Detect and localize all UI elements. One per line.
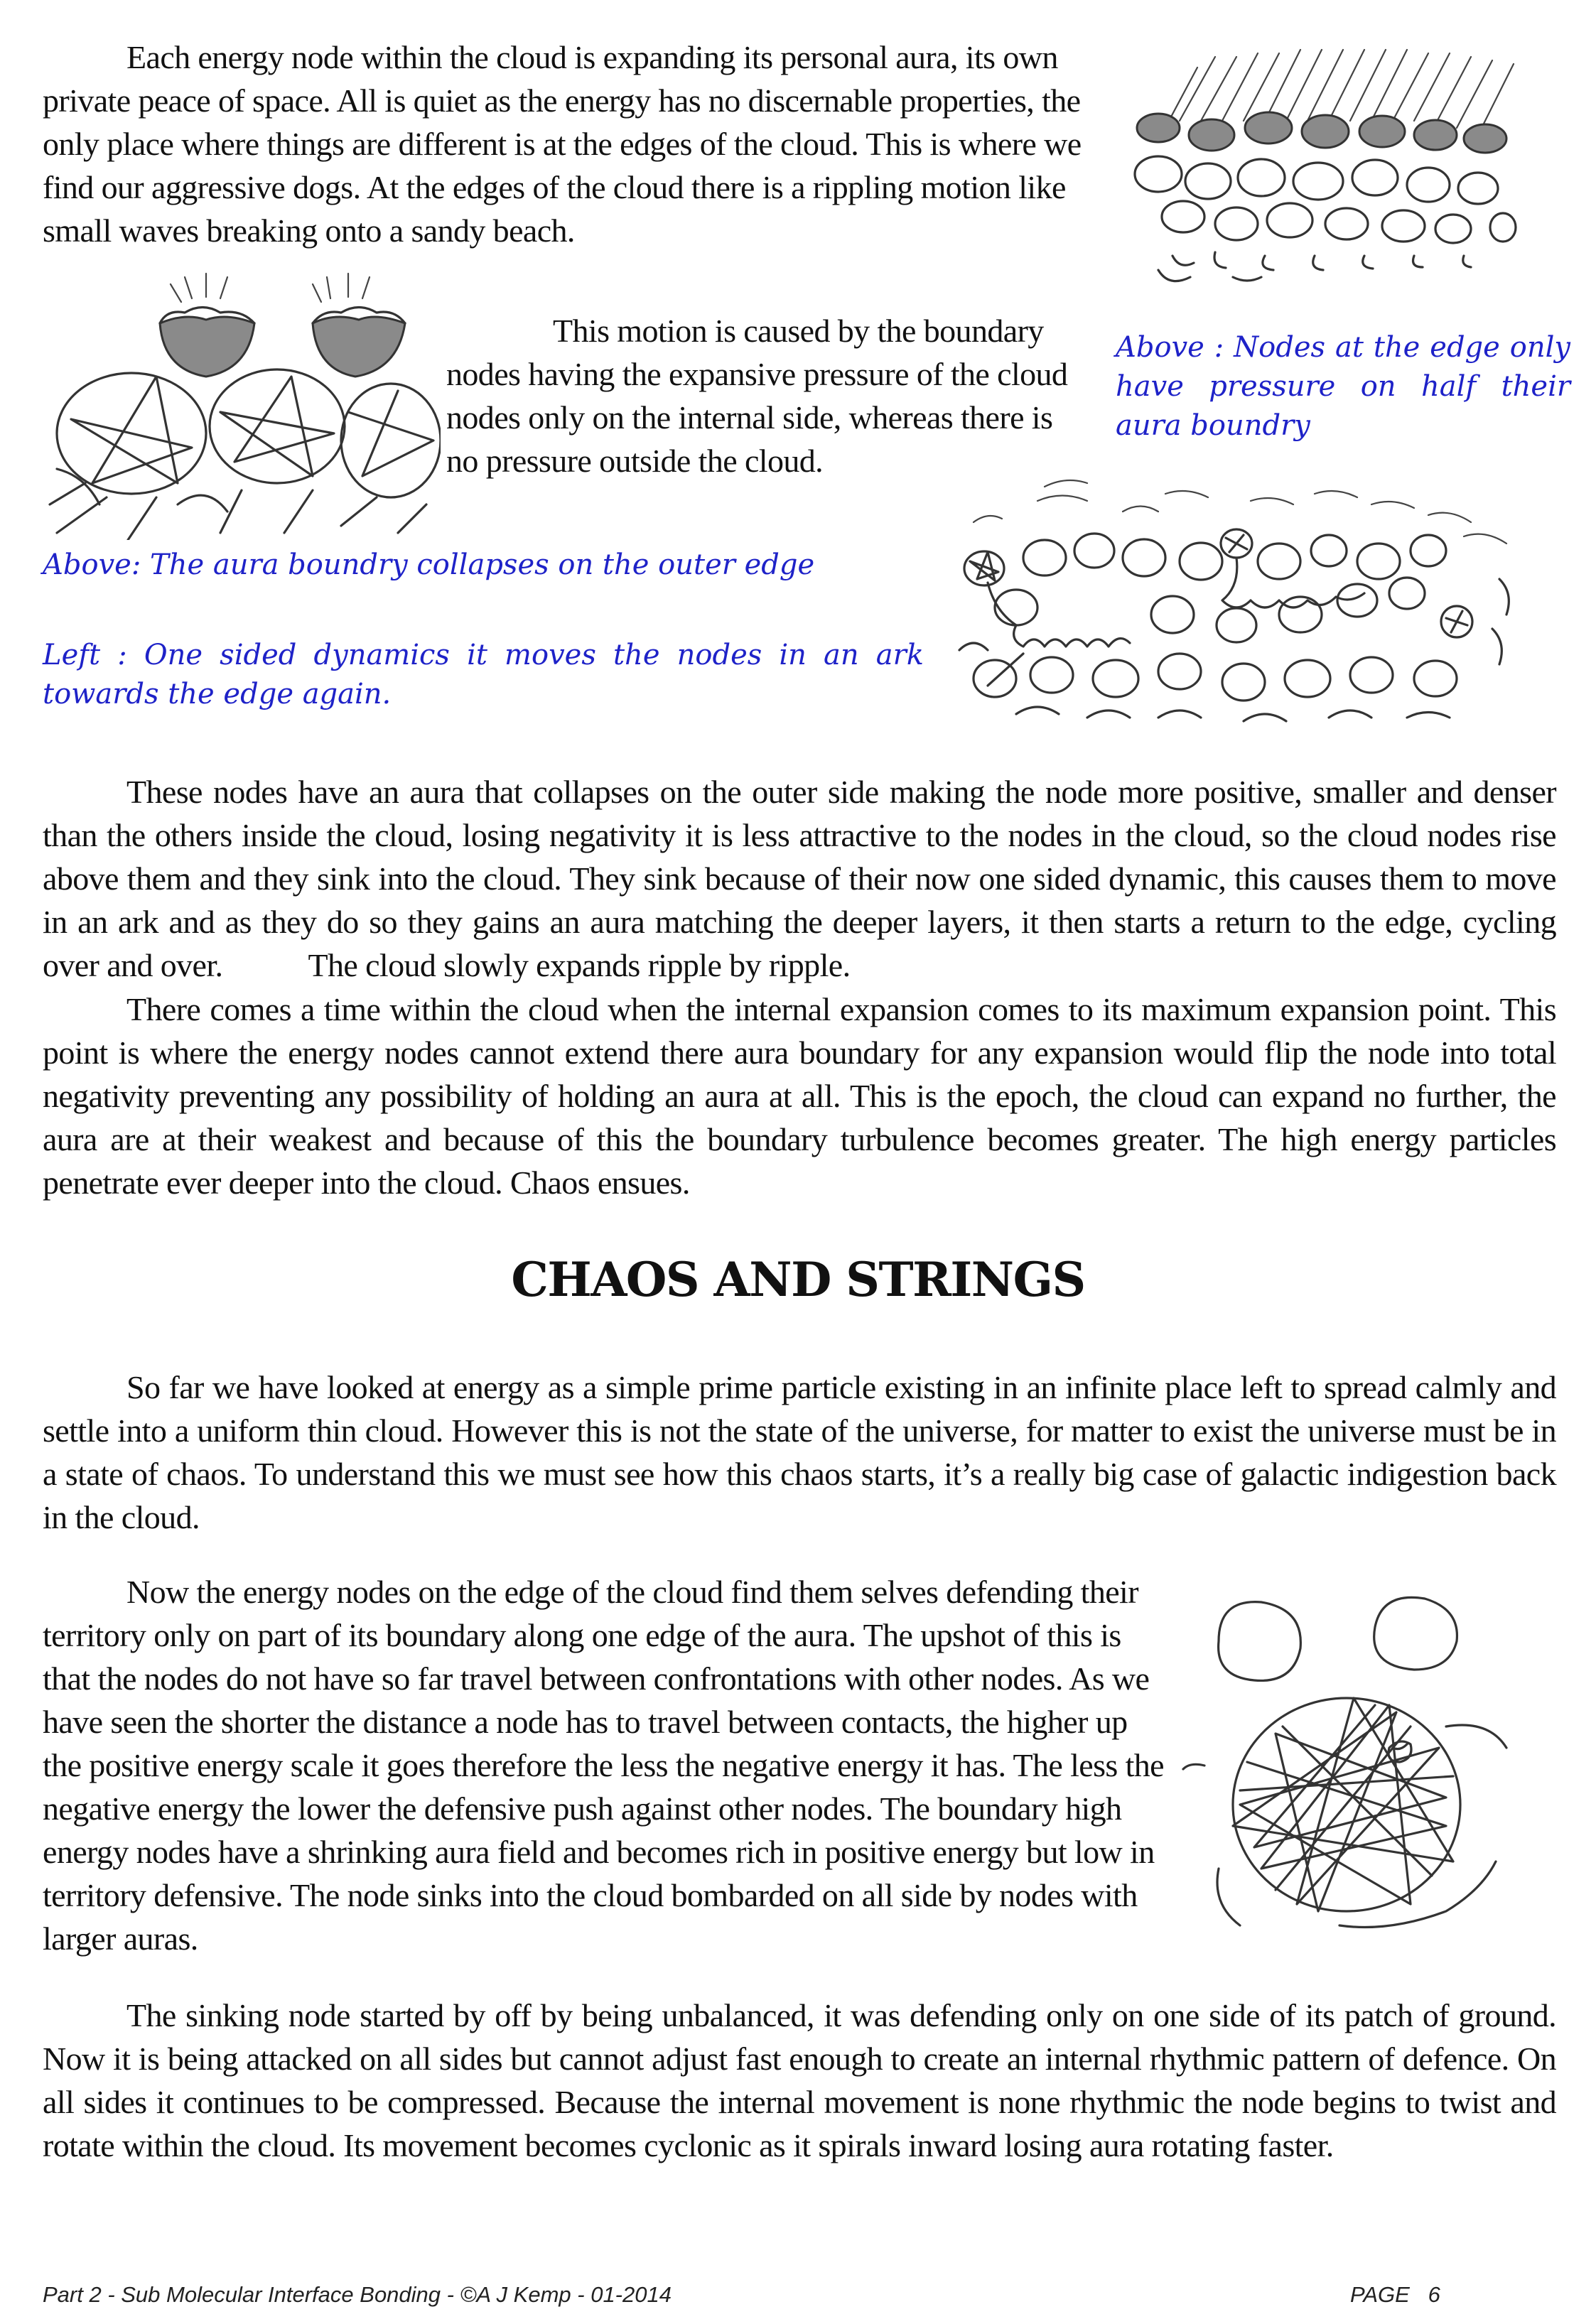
- paragraph-epoch: There comes a time within the cloud when the internal expansion comes to its maximum expansion point. This point is where the energy nodes cannot extend there aura boundary for any expansion would flip the node into total negativity preventing any possibility of holding an aura at all. This is the epoch, the cloud can expand no further, the aura are at their weakest and because of this the boundary turbulence becomes greater. The high energy particles penetrate ever deeper into the cloud. Chaos ensues.: [43, 991, 1556, 1201]
- paragraph-motion: This motion is caused by the boundary nodes having the expansive pressure of the cloud nodes only on the internal side, whereas there is no pressure outside the cloud.: [446, 313, 1068, 479]
- paragraph-collapse: [43, 770, 1556, 987]
- sketch-node-arcs: [945, 472, 1528, 742]
- caption-edge-nodes: Above : Nodes at the edge only have pressure on half their aura boundry: [1116, 331, 1570, 442]
- paragraph-collapse-main: These nodes have an aura that collapses on the outer side making the node more positive, smaller and denser than the others inside the cloud, losing negativity it is less attractive to the nodes in the cloud, so the cloud nodes rise above them and they sink into the cloud. They sink because of their now one sided dynamic, this causes them to move in an ark and as they do so they gains an aura matching the deeper layers, it then starts a return to the edge, cycling over and over.: [43, 774, 1556, 983]
- paragraph-chaos-intro: So far we have looked at energy as a simple prime particle existing in an infinite place left to spread calmly and settle into a uniform thin cloud. However this is not the state of the universe, for matter to exist the universe must be in a state of chaos. To understand this we must see how this chaos starts, it’s a really big case of galactic indigestion back in the cloud.: [43, 1369, 1556, 1535]
- sketch-edge-nodes: [1130, 43, 1535, 298]
- paragraph-intro: Each energy node within the cloud is expanding its personal aura, its own private peace of space. All is quiet as the energy has no discernable properties, the only place where things are different is at the edges of the cloud. This is where we find our aggressive dogs. At the edges of the cloud there is a rippling motion like small waves breaking onto a sandy beach.: [43, 39, 1082, 249]
- caption-one-sided: Left : One sided dynamics it moves the nodes in an ark towards the edge again.: [43, 639, 924, 710]
- caption-aura-collapse: Above: The aura boundry collapses on the outer edge: [43, 548, 815, 581]
- sketch-aura-collapse: [43, 270, 441, 540]
- footer-left: Part 2 - Sub Molecular Interface Bonding - ©A J Kemp - 01-2014: [43, 2282, 672, 2307]
- sketch-tangled-node: [1176, 1591, 1531, 1940]
- paragraph-collapse-tail: The cloud slowly expands ripple by ripple.: [308, 947, 851, 983]
- section-heading: CHAOS AND STRINGS: [511, 1252, 1085, 1307]
- paragraph-sinking: The sinking node started by off by being unbalanced, it was defending only on one side of its patch of ground. Now it is being attacked on all sides but cannot adjust fast enough to create an internal rhythmic pattern of defence. On all sides it continues to be compressed. Because the internal movement is none rhythmic the node begins to twist and rotate within the cloud. Its movement becomes cyclonic as it spirals inward losing aura rotating faster.: [43, 1997, 1556, 2163]
- paragraph-defending: Now the energy nodes on the edge of the cloud find them selves defending their territory only on part of its boundary along one edge of the aura. The upshot of this is that the nodes do not have so far travel between confrontations with other nodes. As we have seen the shorter the distance a node has to travel between contacts, the higher up the positive energy scale it goes therefore the less the negative energy it has. The less the negative energy the lower the defensive push against other nodes. The boundary high energy nodes have a shrinking aura field and becomes rich in positive energy but low in territory defensive. The node sinks into the cloud bombarded on all side by nodes with larger auras.: [43, 1574, 1164, 1957]
- footer-page-number: PAGE 6: [1350, 2282, 1440, 2307]
